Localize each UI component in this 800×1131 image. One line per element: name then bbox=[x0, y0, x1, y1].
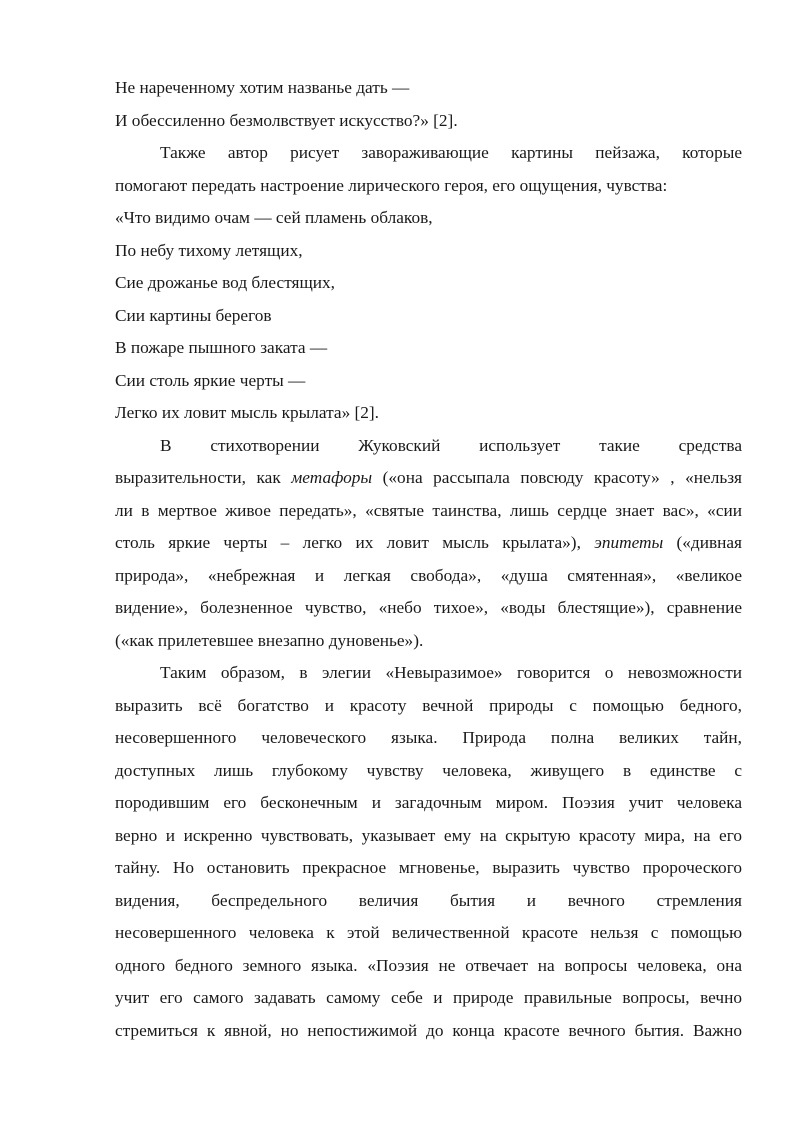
paragraph-line: несовершенного человеческого языка. Природа полна великих тайн, bbox=[115, 728, 742, 747]
paragraph-line: несовершенного человека к этой величественной красоте нельзя с помощью bbox=[115, 923, 742, 942]
paragraph-line: тайну. Но остановить прекрасное мгновенье, выразить чувство пророческого bbox=[115, 858, 742, 877]
poem-line: Сии столь яркие черты — bbox=[115, 370, 306, 390]
paragraph-line: выразить всё богатство и красоту вечной природы с помощью бедного, bbox=[115, 695, 742, 715]
poem-line: В пожаре пышного заката — bbox=[115, 338, 328, 357]
poem-line: Легко их ловит мысль крылата» [2]. bbox=[115, 403, 379, 422]
document-body bbox=[115, 72, 742, 1047]
poem-line: Сии картины берегов bbox=[115, 305, 272, 325]
paragraph-line: одного бедного земного языка. «Поэзия не отвечает на вопросы человека, она bbox=[115, 955, 742, 975]
poem-line: Не нареченному хотим названье дать — bbox=[115, 78, 410, 97]
paragraph-line: доступных лишь глубокому чувству человека, живущего в единстве с bbox=[115, 760, 742, 780]
poem-line: «Что видимо очам — сей пламень облаков, bbox=[115, 208, 433, 227]
text-run: столь яркие черты – легко их ловит мысль крылата»), bbox=[115, 533, 595, 552]
paragraph-line: природа», «небрежная и легкая свобода», «душа смятенная», «великое bbox=[115, 565, 742, 585]
paragraph-line: («как прилетевшее внезапно дуновенье»). bbox=[115, 630, 424, 650]
poem-line: Сие дрожанье вод блестящих, bbox=[115, 273, 335, 292]
paragraph-line: породившим его бесконечным и загадочным миром. Поэзия учит человека bbox=[115, 793, 742, 812]
text-run: («дивная bbox=[663, 533, 742, 552]
paragraph-line: учит его самого задавать самому себе и природе правильные вопросы, вечно bbox=[115, 988, 742, 1007]
paragraph-line: Таким образом, в элегии «Невыразимое» говорится о невозможности bbox=[160, 663, 742, 682]
paragraph-line: верно и искренно чувствовать, указывает ему на скрытую красоту мира, на его bbox=[115, 825, 742, 845]
italic-term: метафоры bbox=[291, 468, 373, 487]
paragraph-line bbox=[115, 462, 742, 495]
text-run: («она рассыпала повсюду красоту» , «нельзя bbox=[372, 468, 742, 487]
poem-line: По небу тихому летящих, bbox=[115, 240, 303, 260]
paragraph-line: помогают передать настроение лирического героя, его ощущения, чувства: bbox=[115, 175, 668, 195]
paragraph-line: видение», болезненное чувство, «небо тихое», «воды блестящие»), сравнение bbox=[115, 598, 742, 617]
paragraph-line: стремиться к явной, но непостижимой до конца красоте вечного бытия. Важно bbox=[115, 1020, 742, 1040]
paragraph-line bbox=[115, 527, 742, 560]
paragraph-line: Также автор рисует завораживающие картины пейзажа, которые bbox=[160, 143, 742, 162]
text-run: выразительности, как bbox=[115, 468, 292, 487]
paragraph-line: В стихотворении Жуковский использует такие средства bbox=[160, 435, 742, 455]
paragraph-line: видения, беспредельного величия бытия и вечного стремления bbox=[115, 890, 742, 910]
poem-line: И обессиленно безмолвствует искусство?» [2]. bbox=[115, 110, 458, 130]
paragraph-line: ли в мертвое живое передать», «святые таинства, лишь сердце знает вас», «сии bbox=[115, 500, 742, 520]
italic-term: эпитеты bbox=[594, 533, 664, 552]
